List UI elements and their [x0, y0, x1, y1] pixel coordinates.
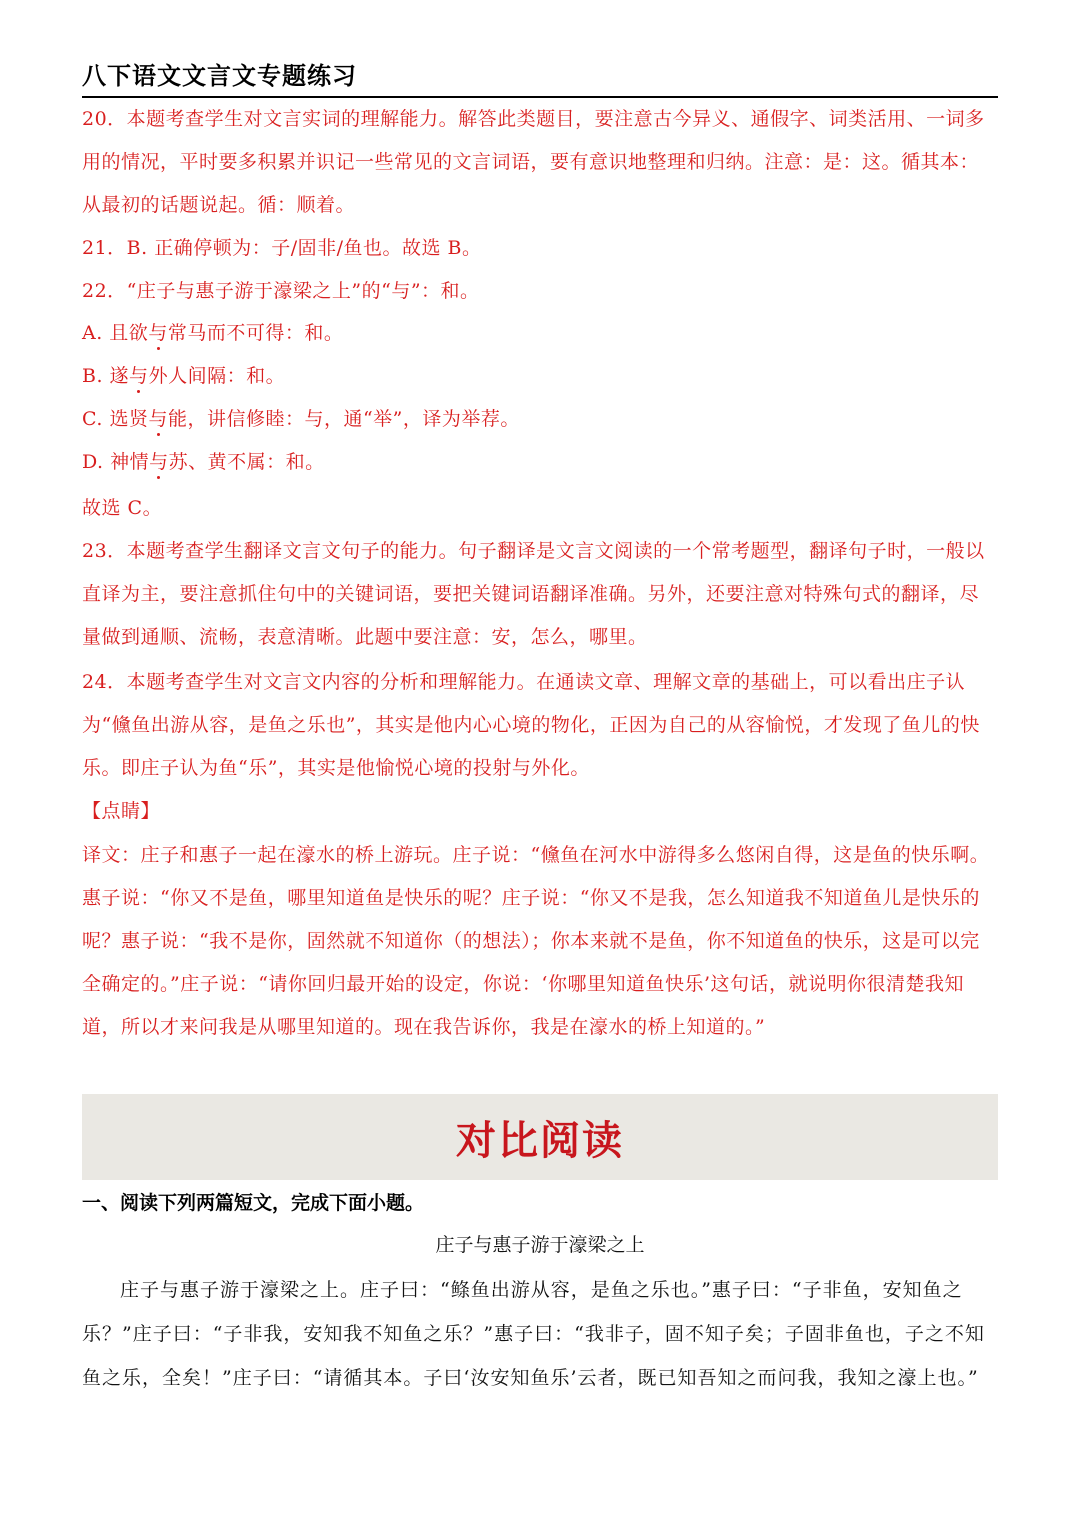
answer-22-option-d — [82, 441, 998, 484]
answer-22-conclusion: 故选 C。 — [82, 497, 163, 519]
answer-22-option-a — [82, 312, 998, 355]
option-c-text-after: 能，讲信修睦：与，通“举”，译为举荐。 — [167, 408, 520, 430]
highlight-label: 【点睛】 — [82, 800, 161, 822]
option-a-text-before: A. 且欲 — [82, 322, 149, 344]
option-b-text-before: B. 遂 — [82, 365, 130, 387]
option-b-text-after: 外人间隔：和。 — [148, 365, 286, 387]
emphasis-char: 与 — [148, 322, 168, 344]
emphasis-char: 与 — [149, 451, 169, 473]
option-a-text-after: 常马而不可得：和。 — [167, 322, 344, 344]
option-d-text-after: 苏、黄不属：和。 — [168, 451, 325, 473]
emphasis-char: 与 — [129, 365, 149, 387]
answer-22-option-c — [82, 398, 998, 441]
section-banner — [82, 1094, 998, 1180]
page-header-title: 八下语文文言文专题练习 — [82, 62, 357, 90]
answer-20: 20．本题考查学生对文言实词的理解能力。解答此类题目，要注意古今异义、通假字、词类活用、一词多用的情况，平时要多积累并识记一些常见的文言词语，要有意识地整理和归纳。注意：是：这。循其本：从最初的话题说起。循：顺着。 — [82, 108, 985, 216]
answer-23: 23．本题考查学生翻译文言文句子的能力。句子翻译是文言文阅读的一个常考题型，翻译句子时，一般以直译为主，要注意抓住句中的关键词语，要把关键词语翻译准确。另外，还要注意对特殊句式的翻译，尽量做到通顺、流畅，表意清晰。此题中要注意：安，怎么，哪里。 — [82, 540, 985, 648]
emphasis-char: 与 — [148, 408, 168, 430]
answer-22-option-b — [82, 355, 998, 398]
option-c-text-before: C. 选贤 — [82, 408, 149, 430]
translation-text: 译文：庄子和惠子一起在濠水的桥上游玩。庄子说：“儵鱼在河水中游得多么悠闲自得，这是鱼的快乐啊。惠子说：“你又不是鱼，哪里知道鱼是快乐的呢？庄子说：“你又不是我，怎么知道我不知道鱼儿是快乐的呢？惠子说：“我不是你，固然就不知道你（的想法）；你本来就不是鱼，你不知道鱼的快乐，这是可以完全确定的。”庄子说：“请你回归最开始的设定，你说：‘你哪里知道鱼快乐’这句话，就说明你很清楚我知道，所以才来问我是从哪里知道的。现在我告诉你，我是在濠水的桥上知道的。” — [82, 844, 990, 1038]
answer-24: 24．本题考查学生对文言文内容的分析和理解能力。在通读文章、理解文章的基础上，可以看出庄子认为“儵鱼出游从容，是鱼之乐也”，其实是他内心心境的物化，正因为自己的从容愉悦，才发现了鱼儿的快乐。即庄子认为鱼“乐”，其实是他愉悦心境的投射与外化。 — [82, 671, 980, 779]
banner-title: 对比阅读 — [456, 1117, 624, 1164]
option-d-text-before: D. 神情 — [82, 451, 150, 473]
passage-title: 庄子与惠子游于濠梁之上 — [435, 1234, 645, 1256]
passage-text: 庄子与惠子游于濠梁之上。庄子曰：“鲦鱼出游从容，是鱼之乐也。”惠子曰：“子非鱼，安知鱼之乐？”庄子曰：“子非我，安知我不知鱼之乐？”惠子曰：“我非子，固不知子矣；子固非鱼也，子之不知鱼之乐，全矣！”庄子曰：“请循其本。子曰‘汝安知鱼乐’云者，既已知吾知之而问我，我知之濠上也。” — [82, 1279, 985, 1389]
answer-22: 22．“庄子与惠子游于濠梁之上”的“与”：和。 — [82, 280, 480, 302]
section-question: 一、阅读下列两篇短文，完成下面小题。 — [82, 1192, 425, 1214]
answer-21: 21．B. 正确停顿为：子/固非/鱼也。故选 B。 — [82, 237, 482, 259]
